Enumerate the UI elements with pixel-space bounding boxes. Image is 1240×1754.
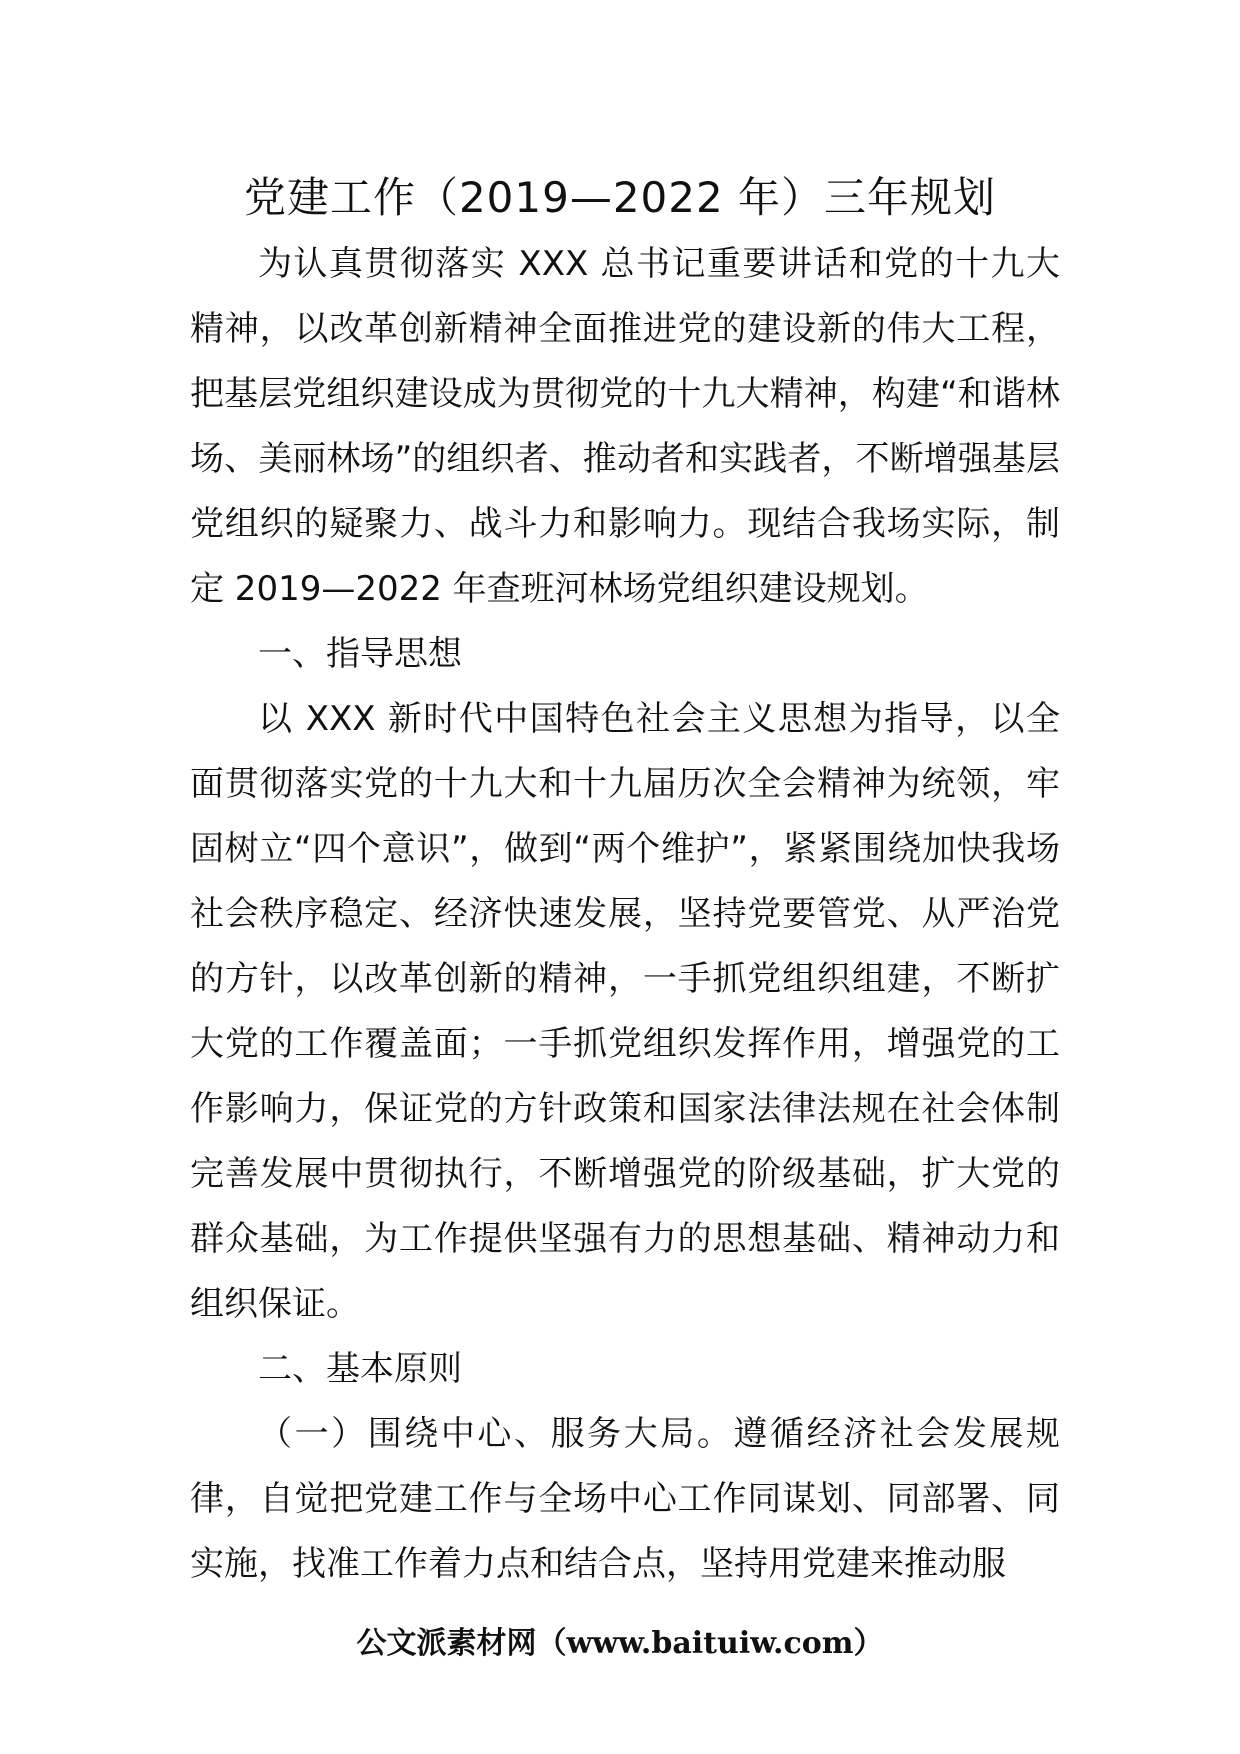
document-title: 党建工作（2019—2022 年）三年规划 bbox=[243, 173, 997, 222]
guiding-thought-paragraph: 以 XXX 新时代中国特色社会主义思想为指导，以全面贯彻落实党的十九大和十九届历次全会精神为统领，牢固树立“四个意识”，做到“两个维护”，紧紧围绕加快我场社会秩序稳定、经济快速发展，坚持党要管党、从严治党的方针，以改革创新的精神，一手抓党组织组建，不断扩大党的工作覆盖面；一手抓党组织发挥作用，增强党的工作影响力，保证党的方针政策和国家法律法规在社会体制完善发展中贯彻执行，不断增强党的阶级基础，扩大党的群众基础，为工作提供坚强有力的思想基础、精神动力和组织保证。 bbox=[190, 699, 1060, 1324]
basic-principles-paragraph: （一）围绕中心、服务大局。遵循经济社会发展规律，自觉把党建工作与全场中心工作同谋划、同部署、同实施，找准工作着力点和结合点，坚持用党建来推动服 bbox=[190, 1414, 1060, 1584]
section-heading-guiding-thought: 一、指导思想 bbox=[258, 634, 462, 674]
intro-paragraph: 为认真贯彻落实 XXX 总书记重要讲话和党的十九大精神，以改革创新精神全面推进党的建设新的伟大工程，把基层党组织建设成为贯彻党的十九大精神，构建“和谐林场、美丽林场”的组织者、推动者和实践者，不断增强基层党组织的疑聚力、战斗力和影响力。现结合我场实际，制定 2019—2022 年查班河林场党组织建设规划。 bbox=[190, 244, 1060, 609]
document-body bbox=[190, 232, 1060, 1597]
footer-watermark: 公文派素材网（www.baituiw.com） bbox=[356, 1626, 884, 1661]
section-heading-basic-principles: 二、基本原则 bbox=[258, 1349, 462, 1389]
